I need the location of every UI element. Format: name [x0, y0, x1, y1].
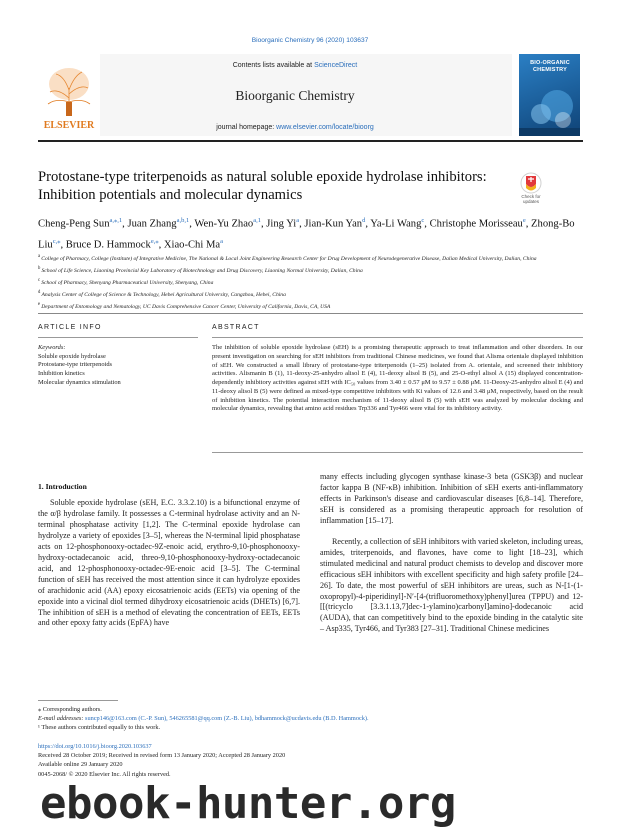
- crossmark-icon[interactable]: [520, 172, 542, 194]
- article-history: [38, 742, 438, 779]
- cover-title: BIO-ORGANIC CHEMISTRY: [530, 60, 570, 73]
- abstract-heading: ABSTRACT: [212, 324, 260, 331]
- received-dates: Received 28 October 2019; Received in revised form 13 January 2020; Accepted 28 January 2020: [38, 752, 286, 760]
- keywords-block: [38, 344, 198, 388]
- abstract-bottom-rule: [212, 452, 583, 453]
- equal-contribution-note: ¹ These authors contributed equally to this work.: [38, 724, 161, 731]
- affiliation-marker: e: [38, 302, 42, 308]
- article-info-heading: ARTICLE INFO: [38, 324, 102, 331]
- author-affiliation-marker[interactable]: e: [522, 217, 526, 224]
- affiliation-marker: b: [38, 266, 42, 272]
- body-paragraph: many effects including glycogen synthase kinase-3 beta (GSK3β) and nuclear factor kappa B (NF-κB) inhibition. Inhibition of sEH exerts anti-inflammatory effects in Parkinson's disease and cardiovascular diseases [6,8–14]. Therefore, sEH is considered as a promising therapeutic approach for resolution of inflammation [15–17].: [320, 472, 583, 525]
- homepage-link[interactable]: www.elsevier.com/locate/bioorg: [276, 124, 374, 131]
- body-column-right: [320, 472, 583, 635]
- body-paragraph: Recently, a collection of sEH inhibitors with varied skeleton, including ureas, amides, triterpenoids, and flavones, have come to light [18–23], which stimulated medicinal and natural product chemists to develop and discover more efficacious sEH inhibitors with excellent specificity and high safety profile [24–26]. To date, the most powerful of sEH inhibitors are ureas, such as N-[1-(1-oxopropyl)-4-piperidinyl]-N′-[4-(trifluoromethoxy)phenyl]urea (TPPU) and 12-[[(tricyclo [3.3.1.13,7]dec-1-ylamino)carbonyl]amino]-dodecanoic acid (AUDA), that can competitively bind to the epoxide binding in the catalytic site – Asp335, Tyr466, and Tyr383 [27–31]. Traditional Chinese medicines: [320, 536, 583, 634]
- section-divider: [38, 313, 583, 314]
- affiliation-text: School of Pharmacy, Shenyang Pharmaceutical University, Shenyang, China: [41, 279, 214, 286]
- sciencedirect-link[interactable]: ScienceDirect: [314, 62, 358, 69]
- keyword: Soluble epoxide hydrolase: [38, 352, 106, 360]
- author-name[interactable]: Christophe Morisseau: [429, 218, 523, 230]
- journal-citation[interactable]: Bioorganic Chemistry 96 (2020) 103637: [251, 37, 369, 44]
- affiliation-marker: d: [38, 290, 42, 296]
- affiliation-text: Department of Entomology and Nematology, UC Davis Comprehensive Cancer Center, University of California, Davis, CA, USA: [41, 304, 331, 311]
- copyright: 0045-2068/ © 2020 Elsevier Inc. All rights reserved.: [38, 770, 171, 778]
- affiliation-list: [38, 252, 583, 312]
- body-paragraph: Soluble epoxide hydrolase (sEH, E.C. 3.3.2.10) is a bifunctional enzyme of the α/β hydrolase family. It possesses a C-terminal hydrolase activity and an N-terminal phosphatase activity [1,2]. The C-terminal epoxide hydrolase can hydrolyze a variety of epoxides [3–5], whereas the N-terminal lipid phosphatase acts on 12-phosphonooxy-octadec-9Z-enoic acid, erythro-9,10-phosphonooxy-hydroxy-octadecanoic acid, threo-9,10-phosphonooxy-hydroxy-octadecanoic acid, and 12-phosphonooxy-octadec-9E-enoic acid [3–5]. The C-terminal function of sEH has received the most attention since it can hydrolyze epoxides of arachidonic acid (AA) epoxy eicosatrienoic acids (EETs) via opening of the epoxide into a vicinal diol termed dihydroxy eicosatrienoic acids (DHETs) [6,7]. The inhibition of sEH is a method of elevating the concentration of EETs, EETs and other epoxy fatty acids (EpFA) have: [38, 498, 300, 628]
- affiliation: [38, 300, 583, 312]
- author-name[interactable]: Jing Yi: [266, 218, 297, 230]
- email-addresses[interactable]: suncp146@163.com (C.-P. Sun), 546265581@qq.com (Z.-B. Liu), bdhammock@ucdavis.edu (B.D. Hammock).: [85, 715, 369, 722]
- abstract-text: The inhibition of soluble epoxide hydrolase (sEH) is a promising therapeutic approach to treat inflammation and other disorders. In our present investigation on searching for sEH inhibitors from traditional Chinese medicines, we found that Alisma orientale displayed inhibition of sEH. We constructed a small library of protostane-type triterpenoids (1–25) isolated from A. orientale, and screened their inhibitory activities. Alismanin B (1), 11-deoxy-25-anhydro alisol E (4), 11-deoxy alisol B (5), and 25-O-ethyl alisol A (15) displayed concentration-dependently inhibitory activities against sEH with IC₅₀ values from 3.40 ± 0.57 μM to 9.57 ± 0.88 μM. 11-Deoxy-25-anhydro alisol E (4) and 11-deoxy alisol B (5) were defined as mixed-type competitive inhibitors with Ki values of 12.6 and 3.48 μM, respectively, based on the result of inhibition kinetics. The potential interaction mechanism of 11-deoxy alisol B (5) with sEH was analyzed by molecular docking and molecular dynamics, revealing that amino acid residues Trp336 and Tyr466 were vital for its inhibitory activity.: [212, 344, 583, 413]
- journal-name: Bioorganic Chemistry: [235, 88, 355, 103]
- author-affiliation-marker[interactable]: e,⁎: [150, 237, 159, 245]
- keyword: Molecular dynamics stimulation: [38, 378, 121, 386]
- author-affiliation-marker[interactable]: d: [362, 217, 366, 224]
- author-name[interactable]: Ya-Li Wang: [370, 218, 422, 230]
- affiliation: [38, 276, 583, 288]
- author-affiliation-marker[interactable]: a,⁎,1: [109, 217, 123, 224]
- elsevier-logo: [38, 58, 100, 132]
- journal-homepage: [100, 124, 490, 131]
- author-name[interactable]: Juan Zhang: [127, 218, 177, 230]
- keyword: Protostane-type triterpenoids: [38, 361, 113, 369]
- author-list: Cheng-Peng Sun$^{a,⁎,1}$, Juan Zhang$^{a,b,1}$, Wen-Yu Zhao$^{a,1}$, Jing Yi$^a$, Jian-Kun Yan$^d$, Ya-Li Wang$^c$, Christophe Morisseau$^e$, Zhong-Bo Liu$^{c,⁎}$, Bruce D. Hammock$^{e,⁎}$, Xiao-Chi Ma$^a$: [38, 217, 575, 251]
- watermark: ebook-hunter.org: [40, 778, 456, 829]
- article-title: Protostane-type triterpenoids as natural soluble epoxide hydrolase inhibitors: Inhibition potentials and molecular dynamics: [38, 169, 487, 203]
- introduction-heading: 1. Introduction: [38, 482, 87, 491]
- author-name[interactable]: Zhong-Bo Liu: [38, 218, 575, 251]
- affiliation-marker: c: [38, 278, 42, 284]
- abstract-rule: [212, 337, 583, 338]
- doi-link[interactable]: https://doi.org/10.1016/j.bioorg.2020.103637: [38, 743, 152, 750]
- body-column-left: [38, 498, 300, 629]
- affiliation: [38, 252, 583, 264]
- affiliation: [38, 264, 583, 276]
- author-affiliation-marker[interactable]: a,1: [253, 217, 261, 224]
- article-info-rule: [38, 337, 198, 338]
- author-affiliation-marker[interactable]: a,b,1: [176, 217, 190, 224]
- homepage-prefix: journal homepage:: [216, 124, 277, 131]
- affiliation-text: Analysis Center of College of Science & Technology, Hebei Agricultural University, Cangzhou, Hebei, China: [41, 292, 286, 299]
- author-name[interactable]: Xiao-Chi Ma: [163, 239, 221, 251]
- footnotes: [38, 705, 583, 732]
- email-note: [38, 714, 583, 723]
- affiliation-text: School of Life Science, Liaoning Provincial Key Laboratory of Biotechnology and Drug Discovery, Liaoning Normal University, Dalian, China: [41, 267, 363, 274]
- contents-line: [100, 62, 490, 69]
- affiliation-marker: a: [38, 254, 42, 259]
- author-affiliation-marker[interactable]: a: [220, 237, 223, 245]
- contents-prefix: Contents lists available at: [232, 62, 315, 69]
- crossmark-label: Check for updates: [521, 194, 541, 204]
- email-label: E-mail addresses:: [38, 715, 85, 722]
- footnote-rule: [38, 700, 118, 701]
- author-name[interactable]: Cheng-Peng Sun: [38, 218, 110, 230]
- author-affiliation-marker[interactable]: c,⁎: [52, 237, 61, 245]
- keywords-label: Keywords:: [38, 344, 66, 351]
- author-name[interactable]: Jian-Kun Yan: [304, 218, 363, 230]
- affiliation: [38, 288, 583, 300]
- available-date: Available online 29 January 2020: [38, 761, 123, 769]
- header-rule: [38, 140, 583, 142]
- author-name[interactable]: Bruce D. Hammock: [65, 239, 151, 251]
- keyword: Inhibition kinetics: [38, 370, 85, 378]
- publisher-name: ELSEVIER: [43, 120, 95, 131]
- author-name[interactable]: Wen-Yu Zhao: [194, 218, 254, 230]
- author-affiliation-marker[interactable]: c: [421, 217, 425, 224]
- corresponding-note: ⁎ Corresponding authors.: [38, 706, 102, 713]
- affiliation-text: College of Pharmacy, College (Institute) of Integrative Medicine, The National & Local Joint Engineering Research Center for Drug Development of Neurodegenerative Disease, Dalian Medical University, Dalian, China: [41, 255, 537, 262]
- author-affiliation-marker[interactable]: a: [296, 217, 300, 224]
